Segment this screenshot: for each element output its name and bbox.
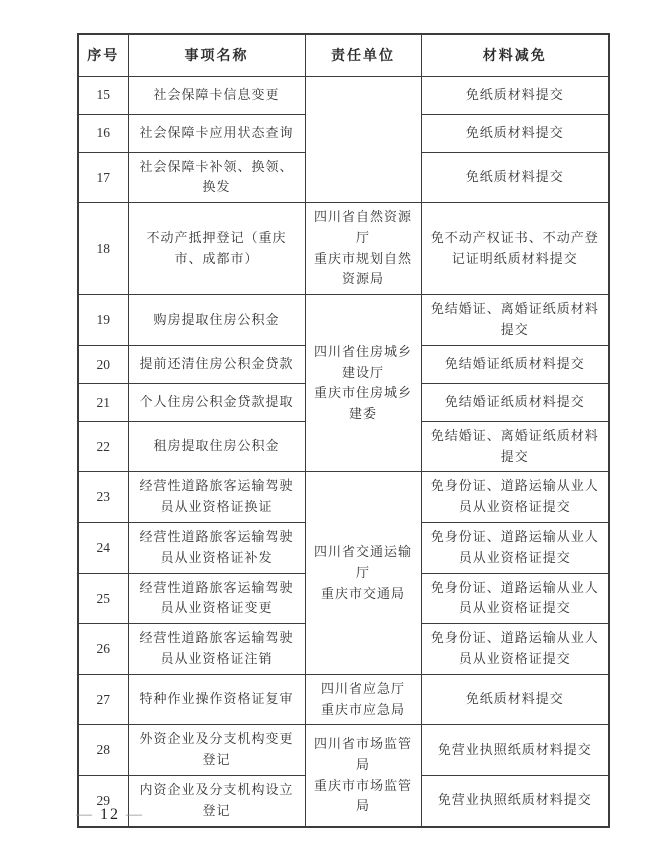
unit-line: 重庆市住房城乡建委	[313, 385, 412, 422]
header-row	[78, 34, 609, 76]
cell-item-name: 提前还清住房公积金贷款	[128, 345, 305, 383]
cell-serial-number: 24	[78, 523, 128, 574]
header-item-name: 事项名称	[128, 34, 305, 76]
cell-material-exemption: 免身份证、道路运输从业人员从业资格证提交	[421, 624, 609, 675]
cell-serial-number: 25	[78, 573, 128, 624]
cell-material-exemption: 免纸质材料提交	[421, 76, 609, 114]
page-number	[70, 806, 150, 824]
cell-serial-number: 27	[78, 674, 128, 725]
cell-item-name: 外资企业及分支机构变更登记	[128, 725, 305, 776]
cell-material-exemption: 免结婚证纸质材料提交	[421, 383, 609, 421]
exemption-table	[77, 33, 610, 828]
cell-serial-number: 19	[78, 295, 128, 346]
cell-material-exemption: 免结婚证纸质材料提交	[421, 345, 609, 383]
table-row	[78, 725, 609, 776]
page-number-right-dash: —	[126, 806, 144, 823]
unit-line: 四川省交通运输厅	[313, 543, 412, 580]
cell-serial-number: 28	[78, 725, 128, 776]
cell-item-name: 经营性道路旅客运输驾驶员从业资格证变更	[128, 573, 305, 624]
unit-line: 重庆市交通局	[320, 585, 405, 601]
cell-material-exemption: 免结婚证、离婚证纸质材料提交	[421, 421, 609, 472]
header-responsible-unit: 责任单位	[305, 34, 421, 76]
cell-item-name: 经营性道路旅客运输驾驶员从业资格证换证	[128, 472, 305, 523]
page-number-value: 12	[100, 806, 120, 823]
unit-line: 四川省住房城乡建设厅	[313, 343, 412, 380]
cell-item-name: 特种作业操作资格证复审	[128, 674, 305, 725]
header-serial-number: 序号	[78, 34, 128, 76]
cell-serial-number: 29	[78, 776, 128, 827]
header-material-exemption: 材料减免	[421, 34, 609, 76]
cell-item-name: 经营性道路旅客运输驾驶员从业资格证补发	[128, 523, 305, 574]
unit-line: 四川省应急厅	[320, 680, 405, 696]
cell-material-exemption: 免身份证、道路运输从业人员从业资格证提交	[421, 573, 609, 624]
cell-material-exemption: 免纸质材料提交	[421, 114, 609, 152]
table-row	[78, 76, 609, 114]
cell-serial-number: 23	[78, 472, 128, 523]
cell-item-name: 社会保障卡补领、换领、换发	[128, 152, 305, 203]
cell-material-exemption: 免营业执照纸质材料提交	[421, 776, 609, 827]
cell-serial-number: 15	[78, 76, 128, 114]
cell-responsible-unit	[305, 76, 421, 203]
cell-responsible-unit	[305, 674, 421, 725]
cell-material-exemption: 免纸质材料提交	[421, 674, 609, 725]
unit-line: 四川省市场监管局	[313, 735, 412, 772]
cell-material-exemption: 免结婚证、离婚证纸质材料提交	[421, 295, 609, 346]
table-body	[78, 76, 609, 827]
cell-item-name: 经营性道路旅客运输驾驶员从业资格证注销	[128, 624, 305, 675]
cell-item-name: 购房提取住房公积金	[128, 295, 305, 346]
table-header	[78, 34, 609, 76]
cell-responsible-unit	[305, 295, 421, 472]
cell-responsible-unit	[305, 472, 421, 674]
cell-responsible-unit	[305, 725, 421, 827]
cell-serial-number: 26	[78, 624, 128, 675]
cell-serial-number: 18	[78, 203, 128, 295]
cell-material-exemption: 免身份证、道路运输从业人员从业资格证提交	[421, 523, 609, 574]
page-number-left-dash: —	[76, 806, 94, 823]
cell-serial-number: 16	[78, 114, 128, 152]
unit-line: 重庆市市场监管局	[313, 777, 412, 814]
unit-line: 重庆市规划自然资源局	[313, 250, 412, 287]
unit-line: 四川省自然资源厅	[313, 209, 412, 245]
table-row	[78, 203, 609, 295]
cell-item-name: 不动产抵押登记（重庆市、成都市）	[128, 203, 305, 295]
table-row	[78, 295, 609, 346]
table-row	[78, 472, 609, 523]
cell-material-exemption: 免身份证、道路运输从业人员从业资格证提交	[421, 472, 609, 523]
unit-line: 重庆市应急局	[320, 701, 405, 717]
cell-material-exemption: 免营业执照纸质材料提交	[421, 725, 609, 776]
cell-serial-number: 20	[78, 345, 128, 383]
cell-item-name: 个人住房公积金贷款提取	[128, 383, 305, 421]
cell-material-exemption: 免不动产权证书、不动产登记证明纸质材料提交	[421, 203, 609, 295]
cell-responsible-unit	[305, 203, 421, 295]
cell-material-exemption: 免纸质材料提交	[421, 152, 609, 203]
cell-item-name: 内资企业及分支机构设立登记	[128, 776, 305, 827]
cell-serial-number: 22	[78, 421, 128, 472]
cell-item-name: 社会保障卡应用状态查询	[128, 114, 305, 152]
cell-serial-number: 21	[78, 383, 128, 421]
cell-item-name: 社会保障卡信息变更	[128, 76, 305, 114]
cell-item-name: 租房提取住房公积金	[128, 421, 305, 472]
table-row	[78, 674, 609, 725]
cell-serial-number: 17	[78, 152, 128, 203]
